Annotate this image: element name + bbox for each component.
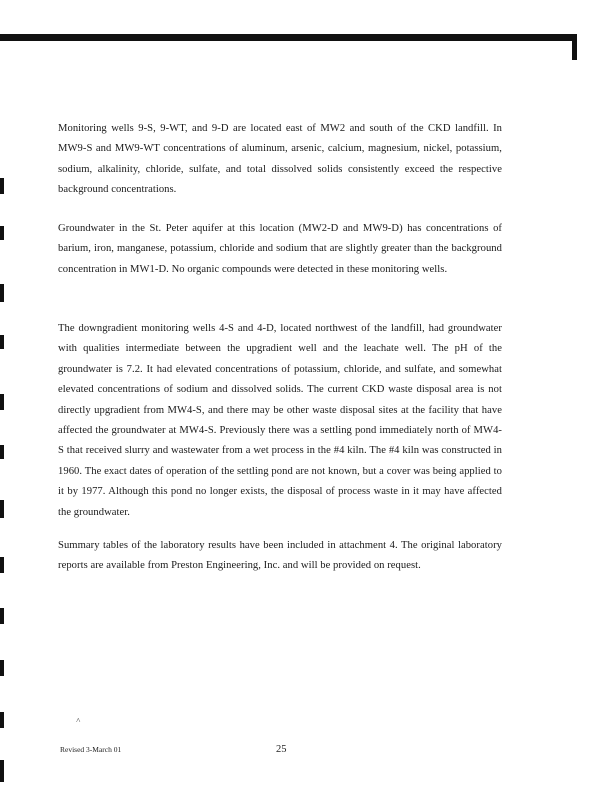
scan-border-right [572,34,577,60]
binder-mark [0,557,4,573]
scan-border-top [0,34,574,41]
paragraph-downgradient-wells: The downgradient monitoring wells 4-S and 4-D, located northwest of the landfill, had groundwater with qualities intermediate between the upgradient well and the leachate well. The pH of the groundwater is 7.2. It had elevated concentrations of potassium, chloride, and sulfate, and somewhat elevated concentrations of sodium and dissolved solids. The current CKD waste disposal area is not directly upgradient from MW4-S, and there may be other waste disposal sites at the facility that have affected the groundwater at MW4-S. Previously there was a settling pond immediately north of MW4-S that received slurry and wastewater from a wet process in the #4 kiln. The #4 kiln was constructed in 1960. The exact dates of operation of the settling pond are not known, but a cover was being applied to it by 1977. Although this pond no longer exists, the disposal of process waste in it may have affected the groundwater. [58,323,502,518]
paragraph-st-peter-aquifer: Groundwater in the St. Peter aquifer at this location (MW2-D and MW9-D) has concentrations of barium, iron, manganese, potassium, chloride and sodium that are slightly greater than the background concentration in MW1-D. No organic compounds were detected in these monitoring wells. [58,223,502,275]
footer-revision-date: Revised 3-March 01 [60,745,122,754]
binder-mark [0,760,4,782]
paragraph-summary-tables: Summary tables of the laboratory results have been included in attachment 4. The original laboratory reports are available from Preston Engineering, Inc. and will be provided on request. [58,540,502,572]
binder-mark [0,608,4,624]
binder-mark [0,445,4,459]
binder-mark [0,394,4,410]
binder-mark [0,712,4,728]
binder-mark [0,178,4,194]
scan-speck: ˄ [76,716,81,725]
binder-mark [0,660,4,676]
binder-mark [0,500,4,518]
binder-mark [0,335,4,349]
binder-mark [0,284,4,302]
binder-mark [0,226,4,240]
paragraph-monitoring-wells-9: Monitoring wells 9-S, 9-WT, and 9-D are located east of MW2 and south of the CKD landfill. In MW9-S and MW9-WT concentrations of aluminum, arsenic, calcium, magnesium, nickel, potassium, sodium, alkalinity, chloride, sulfate, and total dissolved solids consistently exceed the respective background concentrations. [58,123,502,196]
page-number: 25 [276,744,287,755]
